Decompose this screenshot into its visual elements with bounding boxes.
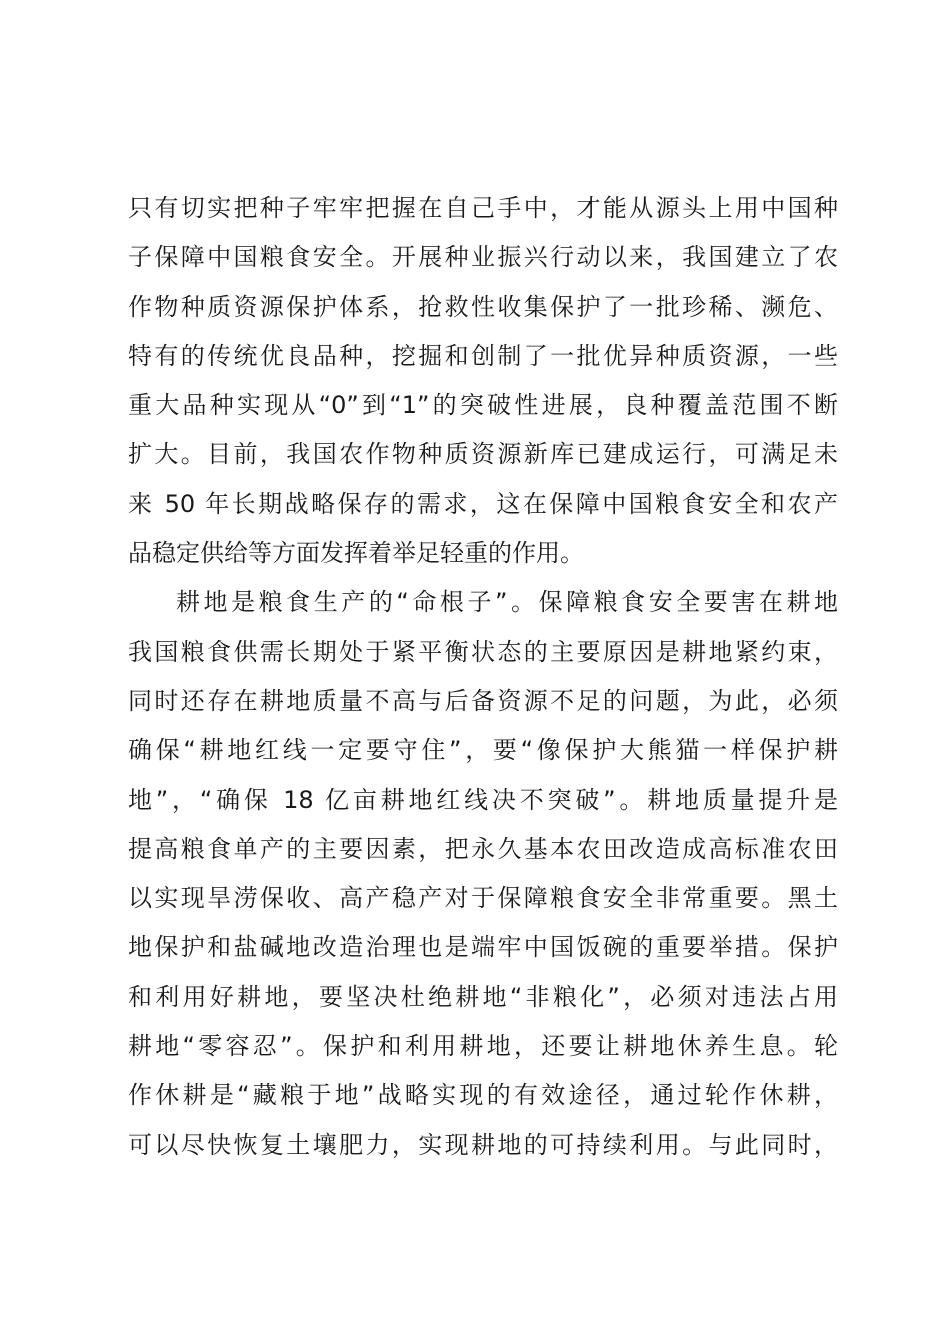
text-line: 来 50 年长期战略保存的需求，这在保障中国粮食安全和农产 bbox=[128, 489, 838, 518]
text-line: 品稳定供给等方面发挥着举足轻重的作用。 bbox=[128, 539, 584, 568]
text-line: 我国粮食供需长期处于紧平衡状态的主要原因是耕地紧约束， bbox=[128, 637, 838, 666]
body-text bbox=[128, 184, 838, 1170]
text-line: 同时还存在耕地质量不高与后备资源不足的问题，为此，必须 bbox=[128, 686, 838, 715]
text-line: 可以尽快恢复土壤肥力，实现耕地的可持续利用。与此同时， bbox=[128, 1130, 838, 1159]
text-line: 地”，“确保 18 亿亩耕地红线决不突破”。耕地质量提升是 bbox=[128, 785, 838, 814]
text-line: 扩大。目前，我国农作物种质资源新库已建成运行，可满足未 bbox=[128, 440, 838, 469]
text-line: 子保障中国粮食安全。开展种业振兴行动以来，我国建立了农 bbox=[128, 243, 838, 272]
text-line: 作物种质资源保护体系，抢救性收集保护了一批珍稀、濒危、 bbox=[128, 292, 838, 321]
text-line: 确保“耕地红线一定要守住”，要“像保护大熊猫一样保护耕 bbox=[128, 736, 838, 765]
text-line: 只有切实把种子牢牢把握在自己手中，才能从源头上用中国种 bbox=[128, 194, 838, 222]
text-line: 重大品种实现从“0”到“1”的突破性进展，良种覆盖范围不断 bbox=[128, 391, 838, 420]
text-line: 和利用好耕地，要坚决杜绝耕地“非粮化”，必须对违法占用 bbox=[128, 982, 838, 1011]
text-line: 耕地“零容忍”。保护和利用耕地，还要让耕地休养生息。轮 bbox=[128, 1032, 838, 1061]
text-line: 提高粮食单产的主要因素，把永久基本农田改造成高标准农田 bbox=[128, 834, 838, 863]
text-line: 以实现旱涝保收、高产稳产对于保障粮食安全非常重要。黑土 bbox=[128, 884, 838, 913]
paragraph-first-line: 耕地是粮食生产的“命根子”。保障粮食安全要害在耕地 bbox=[176, 588, 838, 617]
text-line: 地保护和盐碱地改造治理也是端牢中国饭碗的重要举措。保护 bbox=[128, 933, 838, 962]
text-line: 特有的传统优良品种，挖掘和创制了一批优异种质资源，一些 bbox=[128, 341, 838, 370]
text-line: 作休耕是“藏粮于地”战略实现的有效途径，通过轮作休耕， bbox=[128, 1081, 838, 1110]
